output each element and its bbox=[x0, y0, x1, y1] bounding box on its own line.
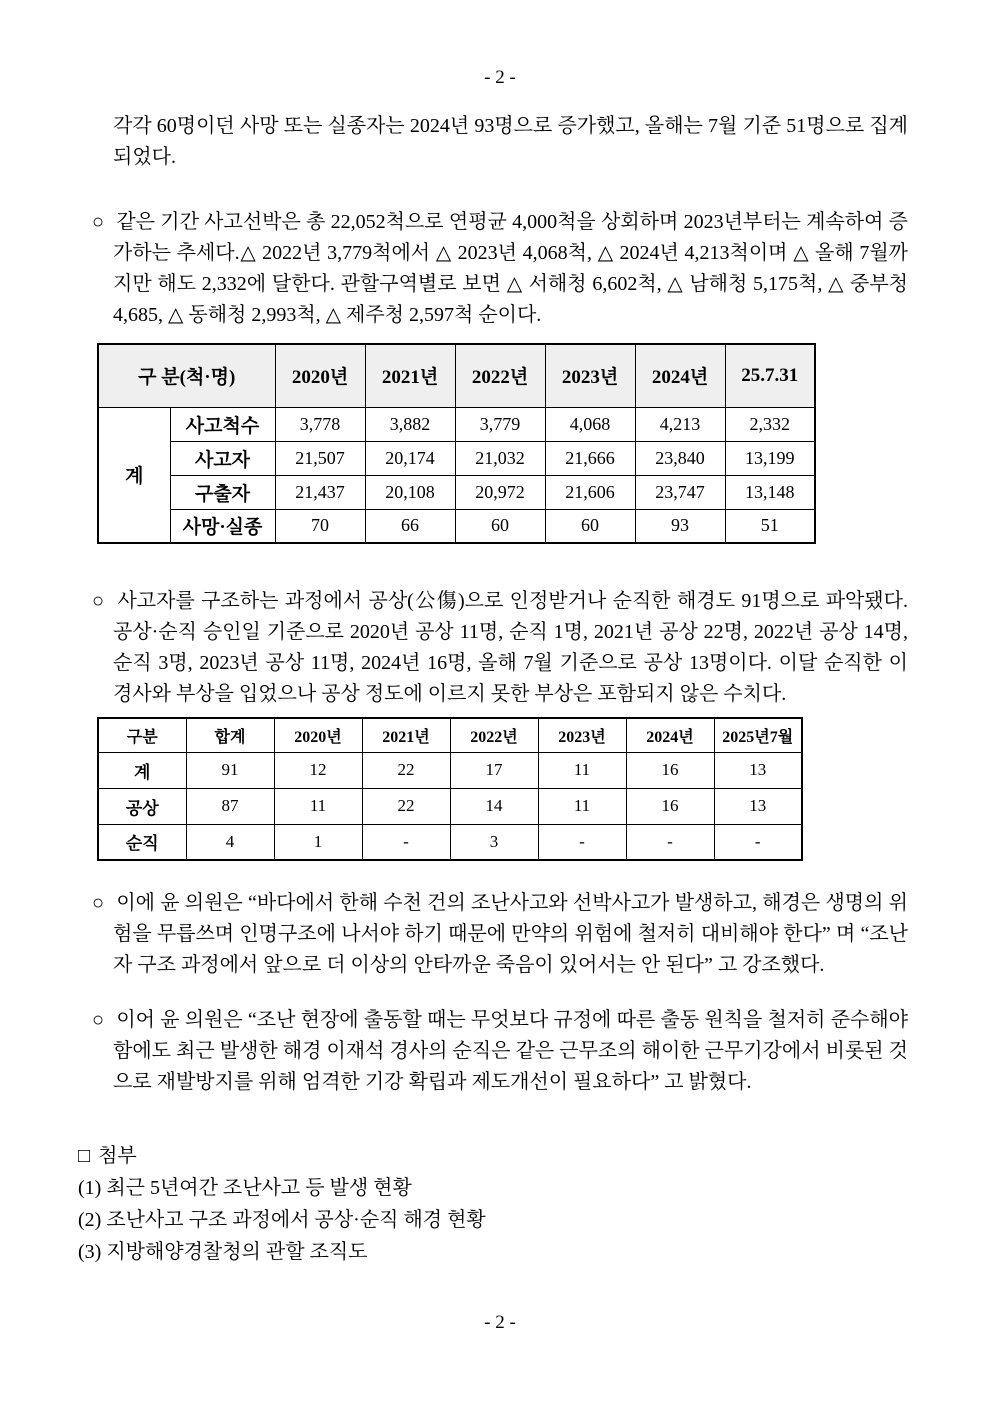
table-cell: 12 bbox=[274, 752, 362, 788]
table-cell: 70 bbox=[275, 509, 365, 543]
table-cell: 11 bbox=[538, 752, 626, 788]
table-header-row bbox=[98, 718, 802, 752]
page-number-top: - 2 - bbox=[484, 67, 516, 88]
paragraph-accident-vessels bbox=[92, 207, 908, 331]
table-cell: 22 bbox=[362, 788, 450, 824]
table-header-cell: 구분 bbox=[98, 718, 186, 752]
table-row bbox=[98, 788, 802, 824]
table-cell: 21,606 bbox=[545, 475, 635, 509]
paragraph-lawmaker-quote-2 bbox=[92, 1005, 908, 1098]
circle-bullet-icon: ○ bbox=[92, 590, 106, 612]
row-label-cell: 공상 bbox=[98, 788, 186, 824]
table-cell: 13,148 bbox=[725, 475, 815, 509]
table-cell: 3,882 bbox=[365, 407, 455, 441]
table-cell: 16 bbox=[626, 752, 714, 788]
table-cell: 20,972 bbox=[455, 475, 545, 509]
table-row bbox=[98, 752, 802, 788]
table-cell: 4,213 bbox=[635, 407, 725, 441]
paragraph-lawmaker-quote-1 bbox=[92, 888, 908, 981]
paragraph-injured-officers bbox=[92, 586, 908, 710]
table-cell: 11 bbox=[538, 788, 626, 824]
table-cell: 60 bbox=[455, 509, 545, 543]
table-cell: 51 bbox=[725, 509, 815, 543]
paragraph-text: 같은 기간 사고선박은 총 22,052척으로 연평균 4,000척을 상회하며 2023년부터는 계속하여 증가하는 추세다.△ 2022년 3,779척에서 △ 2023년 4,068척, △ 2024년 4,213척이며 △ 올해 7월까지만 해도 2,332에 달한다. 관할구역별로 보면 △ 서해청 6,602척, △ 남해청 5,175척, △ 중부청 4,685, △ 동해청 2,993척, △ 제주청 2,597척 순이다. bbox=[113, 211, 908, 326]
attachments-heading bbox=[78, 1140, 908, 1172]
attachments-section bbox=[78, 1140, 908, 1268]
page-number-bottom: - 2 - bbox=[484, 1312, 516, 1333]
table-cell: 91 bbox=[186, 752, 274, 788]
table-cell: 21,032 bbox=[455, 441, 545, 475]
attachments-title: 첨부 bbox=[98, 1145, 137, 1167]
table-cell: 13 bbox=[714, 788, 802, 824]
page-content bbox=[0, 62, 992, 1338]
table-cell: - bbox=[538, 824, 626, 860]
table-cell: - bbox=[626, 824, 714, 860]
table-header-cell: 2024년 bbox=[626, 718, 714, 752]
row-label-cell: 사망·실종 bbox=[170, 509, 275, 543]
table-row bbox=[98, 509, 815, 543]
table-cell: 21,666 bbox=[545, 441, 635, 475]
table-header-cell: 합계 bbox=[186, 718, 274, 752]
table-cell: 60 bbox=[545, 509, 635, 543]
table-cell: 3 bbox=[450, 824, 538, 860]
table-cell: 3,779 bbox=[455, 407, 545, 441]
table-cell: 87 bbox=[186, 788, 274, 824]
row-label-cell: 구출자 bbox=[170, 475, 275, 509]
paragraph-text: 이에 윤 의원은 “바다에서 한해 수천 건의 조난사고와 선박사고가 발생하고, 해경은 생명의 위험을 무릅쓰며 인명구조에 나서야 하기 때문에 만약의 위험에 철저히 대비해야 한다” 며 “조난자 구조 과정에서 앞으로 더 이상의 안타까운 죽음이 있어서는 안 된다” 고 강조했다. bbox=[113, 892, 908, 976]
table-cell: 4,068 bbox=[545, 407, 635, 441]
table-cell: 20,108 bbox=[365, 475, 455, 509]
paragraph-deaths-missing: 각각 60명이던 사망 또는 실종자는 2024년 93명으로 증가했고, 올해는 7월 기준 51명으로 집계되었다. bbox=[113, 115, 908, 168]
table-row bbox=[98, 475, 815, 509]
table-cell: 22 bbox=[362, 752, 450, 788]
table-header-cell: 2021년 bbox=[365, 344, 455, 407]
circle-bullet-icon: ○ bbox=[92, 211, 105, 233]
table-cell: - bbox=[362, 824, 450, 860]
table-cell: 17 bbox=[450, 752, 538, 788]
attachment-item: (2) 조난사고 구조 과정에서 공상·순직 해경 현황 bbox=[78, 1209, 486, 1231]
table-row bbox=[98, 824, 802, 860]
table-cell: 3,778 bbox=[275, 407, 365, 441]
row-label-cell: 사고자 bbox=[170, 441, 275, 475]
injury-statistics-table bbox=[97, 717, 803, 861]
attachment-item: (3) 지방해양경찰청의 관할 조직도 bbox=[78, 1241, 368, 1263]
table-header-cell: 2022년 bbox=[455, 344, 545, 407]
table-cell: 13 bbox=[714, 752, 802, 788]
table-cell: 23,840 bbox=[635, 441, 725, 475]
table-cell: 1 bbox=[274, 824, 362, 860]
table-header-cell: 2021년 bbox=[362, 718, 450, 752]
table-cell: 14 bbox=[450, 788, 538, 824]
table-header-cell: 2025년7월 bbox=[714, 718, 802, 752]
table-header-cell: 구 분(척·명) bbox=[98, 344, 275, 407]
table-header-cell: 2024년 bbox=[635, 344, 725, 407]
table-header-cell: 2023년 bbox=[538, 718, 626, 752]
table-cell: 16 bbox=[626, 788, 714, 824]
table-cell: 20,174 bbox=[365, 441, 455, 475]
circle-bullet-icon: ○ bbox=[92, 1009, 105, 1031]
table-row bbox=[98, 407, 815, 441]
row-group-cell: 계 bbox=[98, 407, 170, 543]
table-cell: 13,199 bbox=[725, 441, 815, 475]
table-header-cell: 2020년 bbox=[274, 718, 362, 752]
table-cell: 2,332 bbox=[725, 407, 815, 441]
table-cell: 23,747 bbox=[635, 475, 725, 509]
circle-bullet-icon: ○ bbox=[92, 892, 105, 914]
table-cell: 66 bbox=[365, 509, 455, 543]
table-row bbox=[98, 441, 815, 475]
table-cell: 21,507 bbox=[275, 441, 365, 475]
table-header-row bbox=[98, 344, 815, 407]
attachment-item: (1) 최근 5년여간 조난사고 등 발생 현황 bbox=[78, 1177, 412, 1199]
square-bullet-icon: □ bbox=[78, 1145, 91, 1167]
table-cell: 11 bbox=[274, 788, 362, 824]
accident-statistics-table bbox=[97, 343, 816, 544]
paragraph-text: 사고자를 구조하는 과정에서 공상(公傷)으로 인정받거나 순직한 해경도 91명으로 파악됐다. 공상·순직 승인일 기준으로 2020년 공상 11명, 순직 1명, 2021년 공상 22명, 2022년 공상 14명, 순직 3명, 2023년 공상 11명, 2024년 16명, 올해 7월 기준으로 공상 13명이다. 이달 순직한 이 경사와 부상을 입었으나 공상 정도에 이르지 못한 부상은 포함되지 않은 수치다. bbox=[113, 590, 908, 705]
table-header-cell: 25.7.31 bbox=[725, 344, 815, 407]
row-label-cell: 순직 bbox=[98, 824, 186, 860]
table-cell: 4 bbox=[186, 824, 274, 860]
table-cell: 21,437 bbox=[275, 475, 365, 509]
table-cell: 93 bbox=[635, 509, 725, 543]
table-header-cell: 2022년 bbox=[450, 718, 538, 752]
table-header-cell: 2020년 bbox=[275, 344, 365, 407]
table-header-cell: 2023년 bbox=[545, 344, 635, 407]
row-label-cell: 계 bbox=[98, 752, 186, 788]
row-label-cell: 사고척수 bbox=[170, 407, 275, 441]
paragraph-text: 이어 윤 의원은 “조난 현장에 출동할 때는 무엇보다 규정에 따른 출동 원칙을 철저히 준수해야 함에도 최근 발생한 해경 이재석 경사의 순직은 같은 근무조의 해이한 근무기강에서 비롯된 것으로 재발방지를 위해 엄격한 기강 확립과 제도개선이 필요하다” 고 밝혔다. bbox=[113, 1009, 908, 1093]
table-cell: - bbox=[714, 824, 802, 860]
